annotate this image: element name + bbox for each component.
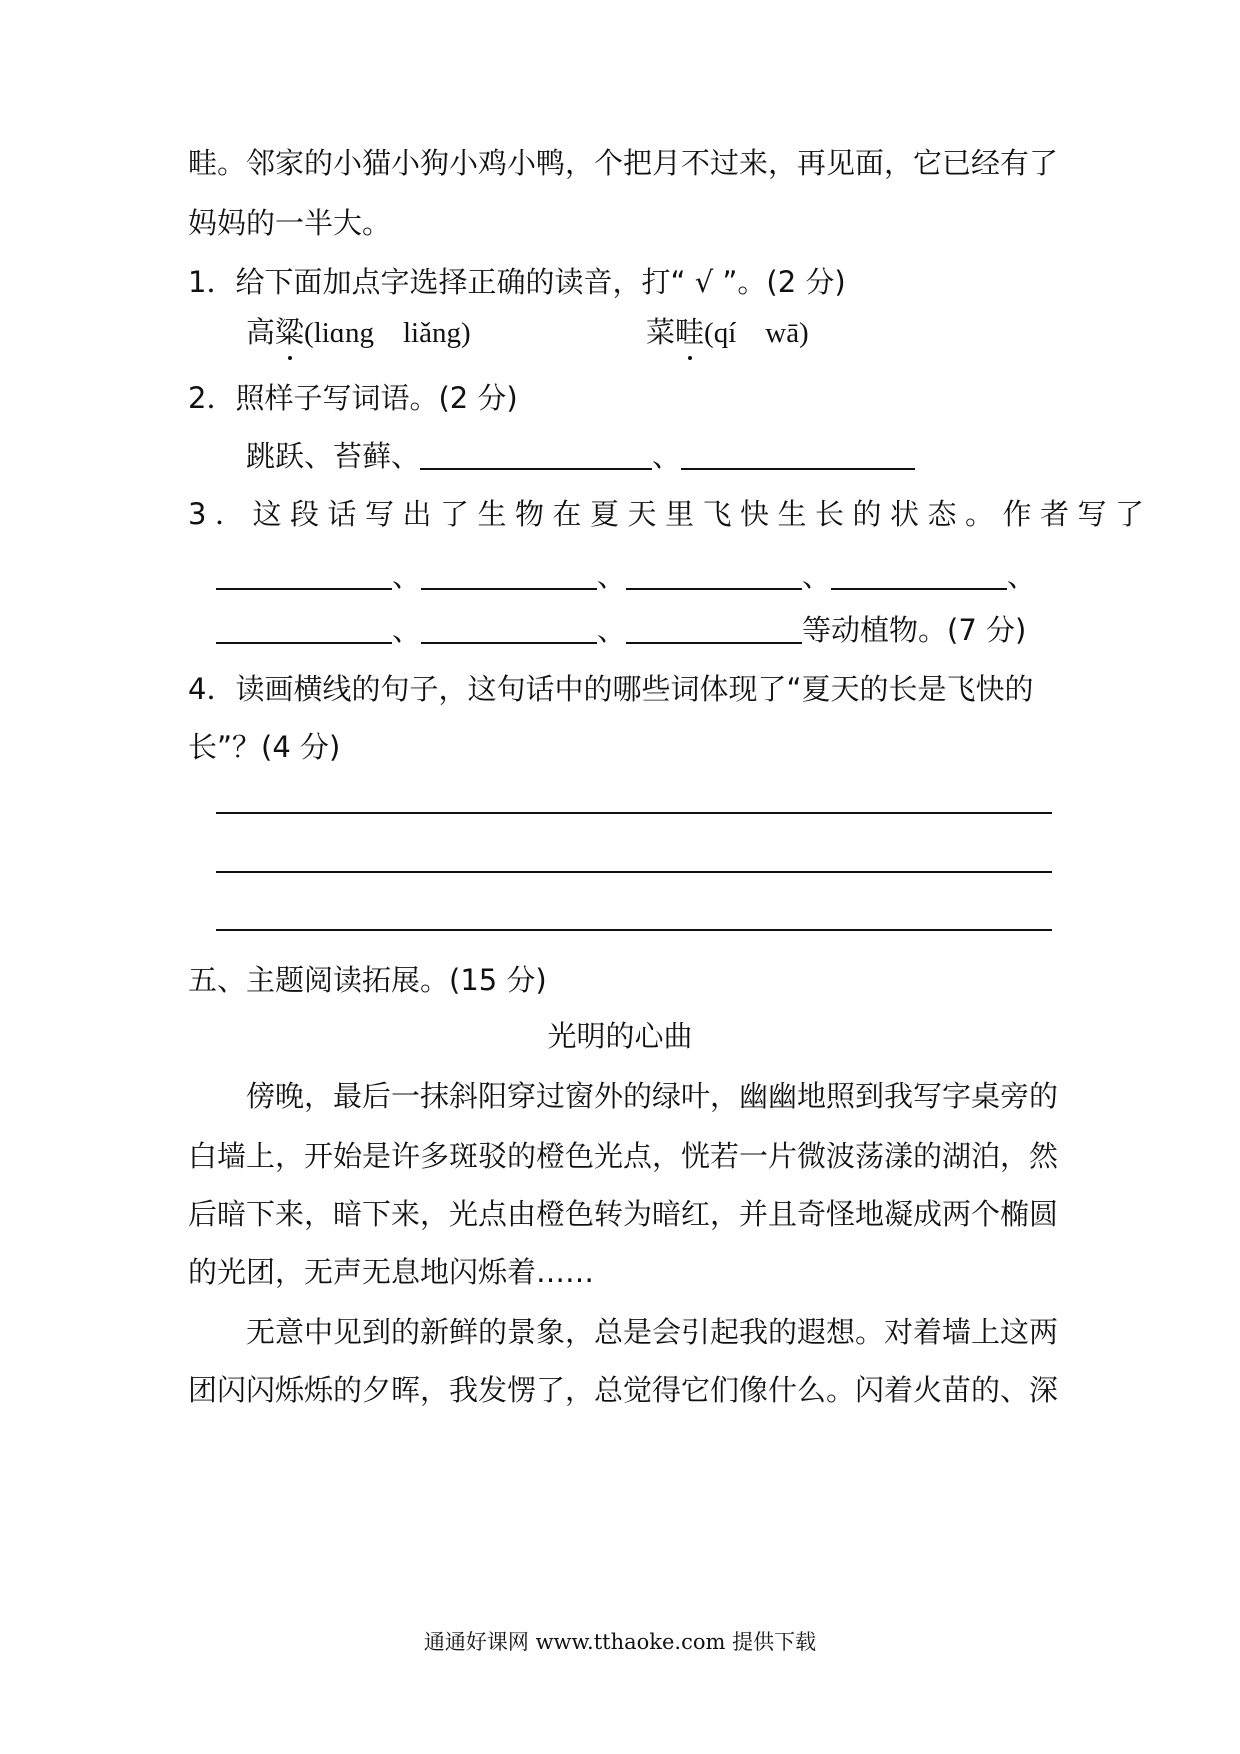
answer-blank[interactable] <box>420 438 652 470</box>
separator: 、 <box>392 613 422 647</box>
separator: 、 <box>1007 559 1037 593</box>
separator: 、 <box>597 613 627 647</box>
article-paragraph-line: 傍晚，最后一抹斜阳穿过窗外的绿叶，幽幽地照到我写字桌旁的 <box>246 1079 1059 1113</box>
q1-item-1-char: 高 <box>246 315 276 349</box>
question-4-prompt: 长”？(4 分) <box>188 730 341 764</box>
q1-item-1 <box>246 312 471 353</box>
pinyin-options: (liɑng liǎng) <box>304 317 471 349</box>
passage-line: 妈妈的一半大。 <box>188 206 392 240</box>
dotted-char: 畦 <box>675 312 704 352</box>
answer-line[interactable] <box>216 871 1052 873</box>
answer-blank[interactable] <box>216 558 392 590</box>
passage-line: 畦。邻家的小猫小狗小鸡小鸭，个把月不过来，再见面，它已经有了 <box>188 146 1059 180</box>
answer-blank[interactable] <box>216 612 392 644</box>
q3-blank-row-2 <box>216 610 1026 650</box>
question-3-prompt: 3．这段话写出了生物在夏天里飞快生长的状态。作者写了 <box>188 497 1153 531</box>
article-paragraph-line: 后暗下来，暗下来，光点由橙色转为暗红，并且奇怪地凝成两个椭圆 <box>188 1197 1059 1231</box>
article-paragraph-line: 的光团，无声无息地闪烁着…… <box>188 1255 595 1289</box>
q1-item-2-char: 菜 <box>646 315 676 349</box>
question-4-prompt: 4．读画横线的句子，这句话中的哪些词体现了“夏天的长是飞快的 <box>188 672 1034 706</box>
separator: 、 <box>652 439 682 473</box>
answer-blank[interactable] <box>626 558 802 590</box>
answer-line[interactable] <box>216 812 1052 814</box>
answer-blank[interactable] <box>681 438 915 470</box>
pinyin-options: (qí wā) <box>704 317 809 349</box>
answer-blank[interactable] <box>831 558 1007 590</box>
article-paragraph-line: 团闪闪烁烁的夕晖，我发愣了，总觉得它们像什么。闪着火苗的、深 <box>188 1373 1059 1407</box>
separator: 、 <box>802 559 832 593</box>
article-paragraph-line: 无意中见到的新鲜的景象，总是会引起我的遐想。对着墙上这两 <box>246 1315 1059 1349</box>
answer-line[interactable] <box>216 929 1052 931</box>
section-5-heading: 五、主题阅读拓展。(15 分) <box>188 963 547 997</box>
question-1-prompt: 1．给下面加点字选择正确的读音，打“ √ ”。(2 分) <box>188 265 846 299</box>
separator: 、 <box>597 559 627 593</box>
separator: 、 <box>392 559 422 593</box>
answer-blank[interactable] <box>626 612 802 644</box>
answer-blank[interactable] <box>421 558 597 590</box>
q3-tail: 等动植物。(7 分) <box>802 613 1027 647</box>
article-paragraph-line: 白墙上，开始是许多斑驳的橙色光点，恍若一片微波荡漾的湖泊，然 <box>188 1139 1059 1173</box>
question-2-prompt: 2．照样子写词语。(2 分) <box>188 381 518 415</box>
q2-answer-row <box>246 436 915 476</box>
q2-example: 跳跃、苔藓、 <box>246 439 421 473</box>
page-footer: 通通好课网 www.tthaoke.com 提供下载 <box>423 1630 817 1654</box>
dotted-char: 粱 <box>275 312 304 352</box>
answer-blank[interactable] <box>421 612 597 644</box>
article-title: 光明的心曲 <box>547 1019 693 1053</box>
q1-item-2 <box>646 312 809 353</box>
q3-blank-row-1 <box>216 556 1036 596</box>
